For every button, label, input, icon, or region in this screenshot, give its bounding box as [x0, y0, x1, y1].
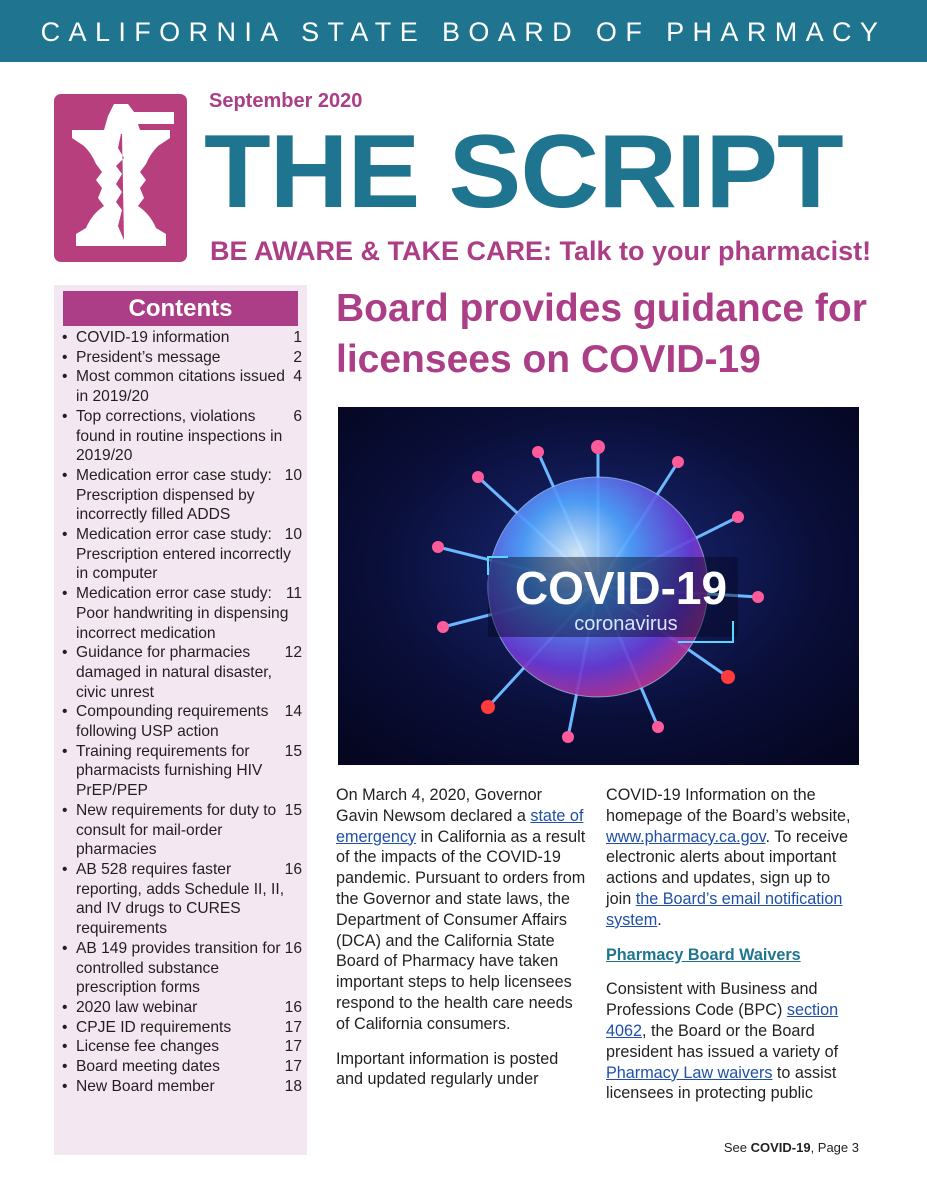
toc-text: Guidance for pharmacies damaged in natural disaster, civic unrest [76, 644, 272, 701]
paragraph: COVID-19 Information on the homepage of the Board’s website, www.pharmacy.ca.gov. To receive electronic alerts about important actions and updates, sign up to join the Board’s email notification system. [606, 786, 851, 929]
continued-note: See COVID-19, Page 3 [723, 1140, 859, 1155]
toc-item[interactable] [60, 466, 302, 525]
toc-page: • 14 [284, 703, 302, 721]
website-link[interactable]: www.pharmacy.ca.gov [606, 827, 766, 846]
toc-item[interactable] [60, 1018, 302, 1038]
toc-page: • 2 [293, 348, 302, 366]
toc-item[interactable] [60, 742, 302, 801]
pharmacy-law-waivers-link[interactable]: Pharmacy Law waivers [606, 1063, 773, 1082]
toc-item[interactable] [60, 367, 302, 406]
covid-image [338, 407, 859, 765]
section-4062-link[interactable]: section 4062 [606, 1001, 839, 1040]
toc-item[interactable] [60, 860, 302, 939]
toc-text: CPJE ID requirements [76, 1018, 232, 1036]
toc-page: • 17 [284, 1058, 302, 1076]
toc-text: Training requirements for pharmacists furnishing HIV PrEP/PEP [76, 742, 263, 800]
toc-text: Medication error case study: Poor handwriting in dispensing incorrect medication [76, 585, 289, 642]
toc-text: New Board member [76, 1077, 215, 1095]
contents-list [60, 328, 302, 1096]
publisher-banner: CALIFORNIA STATE BOARD OF PHARMACY [0, 0, 927, 62]
toc-text: AB 528 requires faster reporting, adds Schedule II, II, and IV drugs to CURES requirements [76, 860, 285, 938]
pharmacy-board-waivers-link[interactable]: Pharmacy Board Waivers [606, 945, 801, 964]
image-title: COVID-19 [514, 562, 728, 614]
contents-heading: Contents [63, 291, 298, 326]
logo [54, 94, 187, 262]
toc-text: Top corrections, violations found in routine inspections in 2019/20 [76, 407, 283, 465]
toc-item[interactable] [60, 643, 302, 702]
newsletter-title: THE SCRIPT [204, 114, 843, 230]
toc-text: President’s message [76, 348, 221, 366]
toc-text: Medication error case study: Prescription entered incorrectly in computer [76, 526, 291, 583]
toc-page: • 1 [293, 329, 302, 346]
toc-page: • 17 [284, 1038, 302, 1056]
paragraph: On March 4, 2020, Governor Gavin Newsom declared a state of emergency in California as a result of the impacts of the COVID-19 pandemic. Pursuant to orders from the Governor and state laws, the Department of Consumer Affairs (DCA) and the California State Board of Pharmacy have taken important steps to help licensees respond to the health care needs of California consumers. [336, 786, 586, 1033]
toc-item[interactable] [60, 702, 302, 741]
toc-page: • 10 [284, 526, 302, 544]
issue-date: September 2020 [209, 90, 363, 112]
email-notification-link[interactable]: the Board’s email notification system [606, 889, 843, 929]
article-column-2 [606, 785, 856, 1118]
toc-item[interactable] [60, 1037, 302, 1057]
toc-page: • 15 [284, 742, 302, 760]
toc-page: • 18 [284, 1077, 302, 1095]
toc-item[interactable] [60, 1077, 302, 1097]
toc-item[interactable] [60, 998, 302, 1018]
article-headline: Board provides guidance for licensees on COVID-19 [336, 287, 867, 381]
toc-text: Medication error case study: Prescription dispensed by incorrectly filled ADDS [76, 466, 272, 524]
state-of-emergency-link[interactable]: state of emergency [336, 806, 584, 846]
toc-page: • 15 [284, 801, 302, 819]
image-subtitle: coronavirus [574, 613, 678, 635]
mortar-pestle-faces-icon [54, 94, 187, 262]
paragraph: Important information is posted and updated regularly under [336, 1049, 559, 1089]
toc-page: • 6 [293, 407, 302, 425]
tagline: BE AWARE & TAKE CARE: Talk to your pharmacist! [210, 236, 872, 266]
toc-text: AB 149 provides transition for controlled substance prescription forms [76, 939, 281, 997]
article-column-1 [336, 785, 586, 1104]
toc-page: • 16 [284, 939, 302, 957]
toc-text: COVID-19 information [76, 329, 230, 346]
toc-page: • 16 [284, 998, 302, 1016]
toc-text: 2020 law webinar [76, 998, 198, 1016]
toc-item[interactable] [60, 801, 302, 860]
toc-page: • 10 [284, 466, 302, 484]
contents-sidebar [54, 285, 307, 1155]
toc-text: License fee changes [76, 1038, 220, 1056]
toc-page: • 11 [285, 585, 302, 603]
paragraph: Consistent with Business and Professions Code (BPC) section 4062, the Board or the Board president has issued a variety of Pharmacy Law waivers to assist licensees in protecting public [606, 980, 839, 1103]
toc-item[interactable] [60, 328, 302, 348]
toc-text: Board meeting dates [76, 1058, 220, 1076]
toc-item[interactable] [60, 1057, 302, 1077]
toc-page: • 16 [284, 860, 302, 878]
toc-text: New requirements for duty to consult for mail-order pharmacies [76, 801, 277, 859]
toc-page: • 17 [284, 1018, 302, 1036]
toc-item[interactable] [60, 525, 302, 584]
toc-item[interactable] [60, 407, 302, 466]
toc-text: Most common citations issued in 2019/20 [76, 368, 285, 406]
toc-item[interactable] [60, 348, 302, 368]
toc-page: • 12 [284, 644, 302, 662]
toc-page: • 4 [293, 368, 302, 386]
toc-item[interactable] [60, 584, 302, 643]
toc-text: Compounding requirements following USP action [76, 703, 269, 741]
toc-item[interactable] [60, 939, 302, 998]
